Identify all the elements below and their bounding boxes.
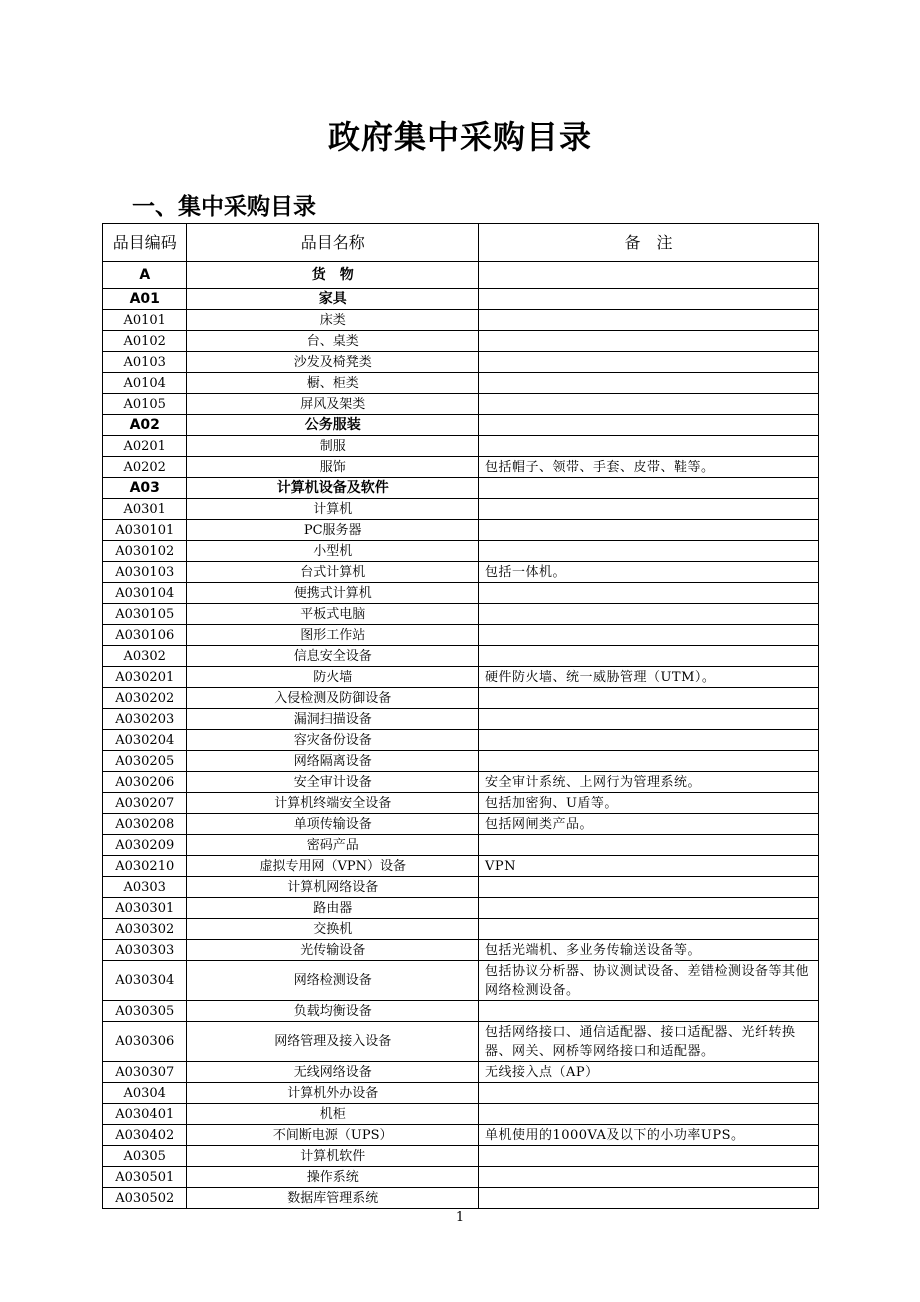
- name-cell: 交换机: [187, 919, 478, 940]
- note-cell: [478, 499, 818, 520]
- name-cell: PC服务器: [187, 520, 478, 541]
- note-cell: [478, 730, 818, 751]
- code-cell: A030204: [103, 730, 187, 751]
- note-cell: [478, 1104, 818, 1125]
- table-row: [103, 415, 819, 436]
- note-cell: [478, 709, 818, 730]
- table-row: [103, 373, 819, 394]
- name-cell: 橱、柜类: [187, 373, 478, 394]
- table-row: [103, 352, 819, 373]
- code-cell: A030501: [103, 1167, 187, 1188]
- code-cell: A030301: [103, 898, 187, 919]
- note-cell: [478, 1001, 818, 1022]
- name-cell: 计算机设备及软件: [187, 478, 478, 499]
- note-cell: [478, 520, 818, 541]
- note-cell: [478, 541, 818, 562]
- name-cell: 计算机软件: [187, 1146, 478, 1167]
- code-cell: A030401: [103, 1104, 187, 1125]
- name-cell: 便携式计算机: [187, 583, 478, 604]
- table-row: [103, 262, 819, 289]
- code-cell: A030201: [103, 667, 187, 688]
- note-cell: [478, 625, 818, 646]
- table-row: [103, 541, 819, 562]
- table-row: [103, 1125, 819, 1146]
- table-row: [103, 1188, 819, 1209]
- note-cell: [478, 289, 818, 310]
- code-cell: A0104: [103, 373, 187, 394]
- note-cell: [478, 373, 818, 394]
- code-cell: A030305: [103, 1001, 187, 1022]
- note-cell: [478, 898, 818, 919]
- table-row: [103, 478, 819, 499]
- table-row: [103, 940, 819, 961]
- note-cell: [478, 835, 818, 856]
- note-cell: 包括网闸类产品。: [478, 814, 818, 835]
- table-row: [103, 751, 819, 772]
- name-cell: 容灾备份设备: [187, 730, 478, 751]
- table-row: [103, 331, 819, 352]
- table-row: [103, 709, 819, 730]
- page-number: 1: [455, 1210, 465, 1225]
- code-cell: A030103: [103, 562, 187, 583]
- name-cell: 网络隔离设备: [187, 751, 478, 772]
- note-cell: [478, 604, 818, 625]
- code-cell: A030104: [103, 583, 187, 604]
- section-heading: 一、集中采购目录: [132, 194, 316, 220]
- note-cell: [478, 394, 818, 415]
- name-cell: 计算机外办设备: [187, 1083, 478, 1104]
- note-cell: [478, 310, 818, 331]
- note-cell: 硬件防火墙、统一威胁管理（UTM）。: [478, 667, 818, 688]
- code-cell: A0303: [103, 877, 187, 898]
- table-row: [103, 898, 819, 919]
- note-cell: [478, 352, 818, 373]
- table-row: [103, 457, 819, 478]
- name-cell: 网络检测设备: [187, 961, 478, 1001]
- code-cell: A0201: [103, 436, 187, 457]
- name-cell: 密码产品: [187, 835, 478, 856]
- code-cell: A03: [103, 478, 187, 499]
- note-cell: [478, 1083, 818, 1104]
- name-cell: 台、桌类: [187, 331, 478, 352]
- note-cell: [478, 436, 818, 457]
- code-cell: A0304: [103, 1083, 187, 1104]
- name-cell: 网络管理及接入设备: [187, 1022, 478, 1062]
- table-row: [103, 814, 819, 835]
- note-cell: [478, 688, 818, 709]
- note-cell: 无线接入点（AP）: [478, 1062, 818, 1083]
- code-cell: A030304: [103, 961, 187, 1001]
- table-row: [103, 1022, 819, 1062]
- table-row: [103, 1001, 819, 1022]
- note-cell: [478, 751, 818, 772]
- name-cell: 防火墙: [187, 667, 478, 688]
- name-cell: 服饰: [187, 457, 478, 478]
- table-row: [103, 772, 819, 793]
- header-code: 品目编码: [103, 224, 187, 262]
- name-cell: 数据库管理系统: [187, 1188, 478, 1209]
- header-name: 品目名称: [187, 224, 478, 262]
- name-cell: 路由器: [187, 898, 478, 919]
- code-cell: A0202: [103, 457, 187, 478]
- code-cell: A030105: [103, 604, 187, 625]
- table-body: [103, 262, 819, 1209]
- table-row: [103, 961, 819, 1001]
- note-cell: [478, 583, 818, 604]
- note-cell: 单机使用的1000VA及以下的小功率UPS。: [478, 1125, 818, 1146]
- note-cell: [478, 478, 818, 499]
- name-cell: 入侵检测及防御设备: [187, 688, 478, 709]
- name-cell: 公务服装: [187, 415, 478, 436]
- note-cell: [478, 1167, 818, 1188]
- code-cell: A: [103, 262, 187, 289]
- note-cell: [478, 646, 818, 667]
- name-cell: 计算机网络设备: [187, 877, 478, 898]
- note-cell: [478, 331, 818, 352]
- note-cell: 包括协议分析器、协议测试设备、差错检测设备等其他网络检测设备。: [478, 961, 818, 1001]
- note-cell: 包括一体机。: [478, 562, 818, 583]
- table-row: [103, 562, 819, 583]
- table-row: [103, 499, 819, 520]
- table-row: [103, 1104, 819, 1125]
- name-cell: 制服: [187, 436, 478, 457]
- table-row: [103, 835, 819, 856]
- code-cell: A0305: [103, 1146, 187, 1167]
- note-cell: [478, 919, 818, 940]
- note-cell: [478, 1146, 818, 1167]
- name-cell: 漏洞扫描设备: [187, 709, 478, 730]
- name-cell: 沙发及椅凳类: [187, 352, 478, 373]
- name-cell: 家具: [187, 289, 478, 310]
- code-cell: A030210: [103, 856, 187, 877]
- name-cell: 计算机终端安全设备: [187, 793, 478, 814]
- table-row: [103, 667, 819, 688]
- name-cell: 台式计算机: [187, 562, 478, 583]
- code-cell: A02: [103, 415, 187, 436]
- table-row: [103, 877, 819, 898]
- note-cell: 包括网络接口、通信适配器、接口适配器、光纤转换器、网关、网桥等网络接口和适配器。: [478, 1022, 818, 1062]
- table-row: [103, 688, 819, 709]
- name-cell: 负载均衡设备: [187, 1001, 478, 1022]
- code-cell: A030101: [103, 520, 187, 541]
- name-cell: 光传输设备: [187, 940, 478, 961]
- code-cell: A030302: [103, 919, 187, 940]
- name-cell: 机柜: [187, 1104, 478, 1125]
- note-cell: 包括加密狗、U盾等。: [478, 793, 818, 814]
- name-cell: 安全审计设备: [187, 772, 478, 793]
- table-row: [103, 520, 819, 541]
- note-cell: [478, 262, 818, 289]
- table-row: [103, 1146, 819, 1167]
- code-cell: A01: [103, 289, 187, 310]
- header-note: 备 注: [478, 224, 818, 262]
- name-cell: 屏风及架类: [187, 394, 478, 415]
- table-row: [103, 583, 819, 604]
- note-cell: 包括帽子、领带、手套、皮带、鞋等。: [478, 457, 818, 478]
- code-cell: A0101: [103, 310, 187, 331]
- page-title: 政府集中采购目录: [327, 118, 592, 156]
- code-cell: A030307: [103, 1062, 187, 1083]
- name-cell: 货 物: [187, 262, 478, 289]
- table-row: [103, 289, 819, 310]
- name-cell: 平板式电脑: [187, 604, 478, 625]
- note-cell: [478, 877, 818, 898]
- procurement-catalog-table: [102, 223, 819, 1209]
- code-cell: A0302: [103, 646, 187, 667]
- table-row: [103, 394, 819, 415]
- name-cell: 不间断电源（UPS）: [187, 1125, 478, 1146]
- note-cell: VPN: [478, 856, 818, 877]
- table-row: [103, 1167, 819, 1188]
- name-cell: 无线网络设备: [187, 1062, 478, 1083]
- code-cell: A030102: [103, 541, 187, 562]
- table-row: [103, 604, 819, 625]
- table-row: [103, 625, 819, 646]
- code-cell: A030306: [103, 1022, 187, 1062]
- name-cell: 单项传输设备: [187, 814, 478, 835]
- name-cell: 信息安全设备: [187, 646, 478, 667]
- code-cell: A030106: [103, 625, 187, 646]
- code-cell: A030203: [103, 709, 187, 730]
- table-row: [103, 1083, 819, 1104]
- code-cell: A0103: [103, 352, 187, 373]
- note-cell: 安全审计系统、上网行为管理系统。: [478, 772, 818, 793]
- note-cell: [478, 1188, 818, 1209]
- note-cell: 包括光端机、多业务传输送设备等。: [478, 940, 818, 961]
- name-cell: 床类: [187, 310, 478, 331]
- note-cell: [478, 415, 818, 436]
- name-cell: 小型机: [187, 541, 478, 562]
- code-cell: A030502: [103, 1188, 187, 1209]
- code-cell: A030303: [103, 940, 187, 961]
- name-cell: 操作系统: [187, 1167, 478, 1188]
- table-row: [103, 1062, 819, 1083]
- code-cell: A0105: [103, 394, 187, 415]
- code-cell: A030209: [103, 835, 187, 856]
- name-cell: 计算机: [187, 499, 478, 520]
- table-row: [103, 730, 819, 751]
- table-row: [103, 919, 819, 940]
- table-row: [103, 436, 819, 457]
- code-cell: A030208: [103, 814, 187, 835]
- code-cell: A030206: [103, 772, 187, 793]
- code-cell: A030202: [103, 688, 187, 709]
- code-cell: A030207: [103, 793, 187, 814]
- code-cell: A0301: [103, 499, 187, 520]
- name-cell: 虚拟专用网（VPN）设备: [187, 856, 478, 877]
- code-cell: A030205: [103, 751, 187, 772]
- code-cell: A0102: [103, 331, 187, 352]
- name-cell: 图形工作站: [187, 625, 478, 646]
- table-row: [103, 646, 819, 667]
- table-row: [103, 793, 819, 814]
- table-row: [103, 856, 819, 877]
- table-header-row: [103, 224, 819, 262]
- table-row: [103, 310, 819, 331]
- code-cell: A030402: [103, 1125, 187, 1146]
